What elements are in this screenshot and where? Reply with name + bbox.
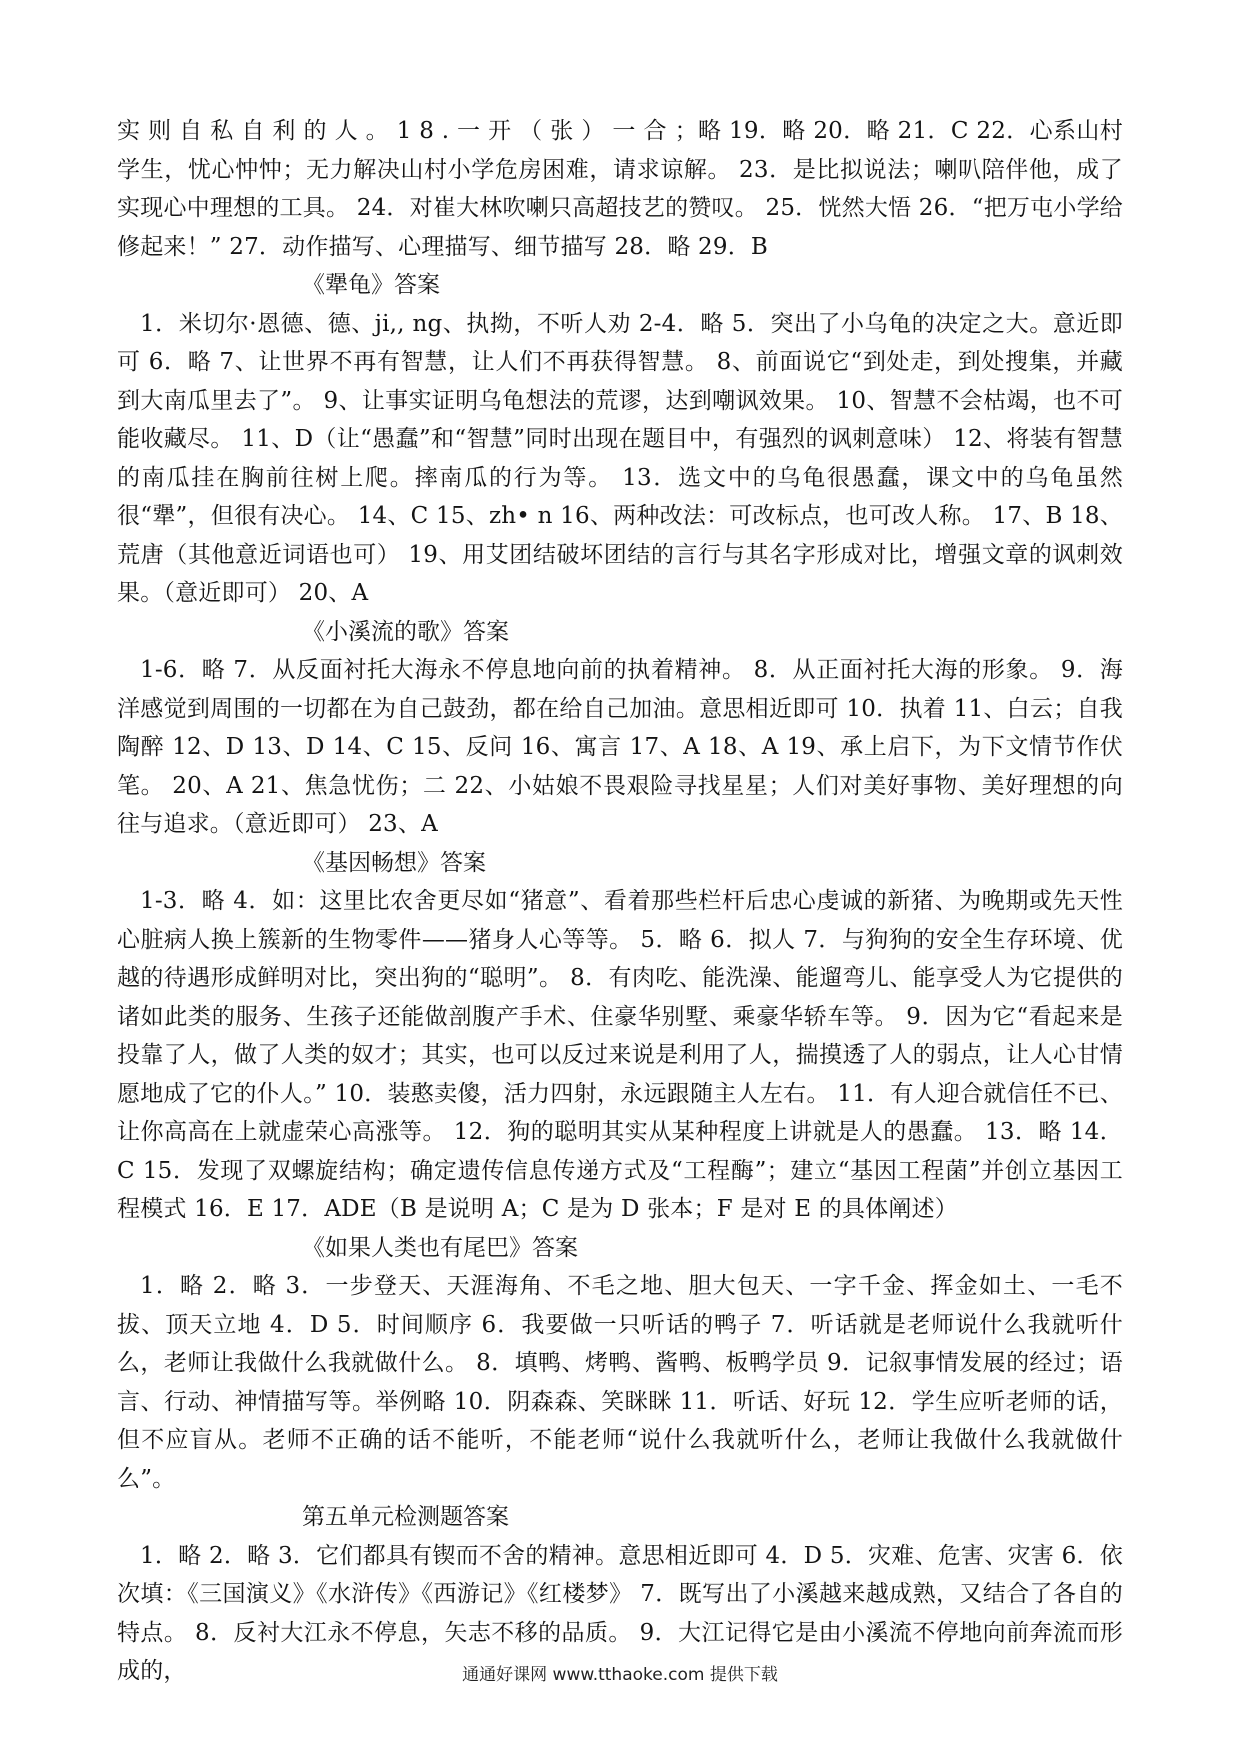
answer-block-continued: 实 则 自 私 自 利 的 人 。 1 8 . 一 开 （ 张 ） 一 合 ；略 19．略 20．略 21．C 22．心系山村学生，忧心忡忡；无力解决山村小学危房困难，请求谅解。 23．是比拟说法；喇叭陪伴他，成了实现心中理想的工具。 24．对崔大林吹喇只高超技艺的赞叹。 25．恍然大悟 26．“把万屯小学给修起来！” 27．动作描写、心理描写、细节描写 28．略 29．B (117, 118, 1123, 260)
section-heading-xiaoxiliu: 《小溪流的歌》答案 (302, 618, 509, 645)
page-footer: 通通好课网 www.tthaoke.com 提供下载 (462, 1665, 778, 1685)
document-body (117, 112, 1123, 1691)
answer-block-jianggui: 1．米切尔·恩德、德、ji,, ng、执拗，不听人劝 2-4．略 5．突出了小乌龟的决定之大。意近即可 6．略 7、让世界不再有智慧，让人们不再获得智慧。 8、前面说它“到处走，到处搜集，并藏到大南瓜里去了”。 9、让事实证明乌龟想法的荒谬，达到嘲讽效果。 10、智慧不会枯竭，也不可能收藏尽。 11、D（让“愚蠢”和“智慧”同时出现在题目中，有强烈的讽刺意味） 12、将装有智慧的南瓜挂在胸前往树上爬。摔南瓜的行为等。 13．选文中的乌龟很愚蠢，课文中的乌龟虽然很“犟”，但很有决心。 14、C 15、zh• n 16、两种改法：可改标点，也可改人称。 17、B 18、荒唐（其他意近词语也可） 19、用艾团结破坏团结的言行与其名字形成对比，增强文章的讽刺效果。（意近即可） 20、A (117, 310, 1123, 606)
section-heading-jianggui: 《犟龟》答案 (302, 272, 440, 298)
answer-block-xiaoxiliu: 1-6．略 7．从反面衬托大海永不停息地向前的执着精神。 8．从正面衬托大海的形象。 9．海洋感觉到周围的一切都在为自己鼓劲，都在给自己加油。意思相近即可 10．执着 11、白云；自我陶醉 12、D 13、D 14、C 15、反问 16、寓言 17、A 18、A 19、承上启下，为下文情节作伏笔。 20、A 21、焦急忧伤；二 22、小姑娘不畏艰险寻找星星；人们对美好事物、美好理想的向往与追求。（意近即可） 23、A (117, 657, 1123, 837)
section-heading-jiyin: 《基因畅想》答案 (302, 849, 486, 876)
answer-block-jiyin: 1-3．略 4．如：这里比农舍更尽如“猪意”、看着那些栏杆后忠心虔诚的新猪、为晚期或先天性心脏病人换上簇新的生物零件——猪身人心等等。 5．略 6．拟人 7．与狗狗的安全生存环境、优越的待遇形成鲜明对比，突出狗的“聪明”。 8．有肉吃、能洗澡、能遛弯儿、能享受人为它提供的诸如此类的服务、生孩子还能做剖腹产手术、住豪华别墅、乘豪华轿车等。 9．因为它“看起来是投靠了人，做了人类的奴才；其实，也可以反过来说是利用了人，揣摸透了人的弱点，让人心甘情愿地成了它的仆人。” 10．装憨卖傻，活力四射，永远跟随主人左右。 11．有人迎合就信任不已、让你高高在上就虚荣心高涨等。 12．狗的聪明其实从某种程度上讲就是人的愚蠢。 13．略 14．C 15．发现了双螺旋结构；确定遗传信息传递方式及“工程酶”；建立“基因工程菌”并创立基因工程模式 16．E 17．ADE（B 是说明 A；C 是为 D 张本；F 是对 E 的具体阐述） (117, 888, 1123, 1222)
section-heading-unit5: 第五单元检测题答案 (302, 1504, 509, 1530)
section-heading-weiba: 《如果人类也有尾巴》答案 (302, 1234, 578, 1261)
answer-block-unit5: 1．略 2．略 3．它们都具有锲而不舍的精神。意思相近即可 4．D 5．灾难、危害、灾害 6．依次填：《三国演义》《水浒传》《西游记》《红楼梦》 7．既写出了小溪越来越成熟，又结合了各自的特点。 8．反衬大江永不停息，矢志不移的品质。 9．大江记得它是由小溪流不停地向前奔流而形成的， (117, 1542, 1123, 1684)
answer-block-weiba: 1．略 2．略 3．一步登天、天涯海角、不毛之地、胆大包天、一字千金、挥金如土、一毛不拔、顶天立地 4．D 5．时间顺序 6．我要做一只听话的鸭子 7．听话就是老师说什么我就听什么，老师让我做什么我就做什么。 8．填鸭、烤鸭、酱鸭、板鸭学员 9．记叙事情发展的经过；语言、行动、神情描写等。举例略 10．阴森森、笑眯眯 11．听话、好玩 12．学生应听老师的话，但不应盲从。老师不正确的话不能听，不能老师“说什么我就听什么，老师让我做什么我就做什么”。 (117, 1273, 1123, 1492)
